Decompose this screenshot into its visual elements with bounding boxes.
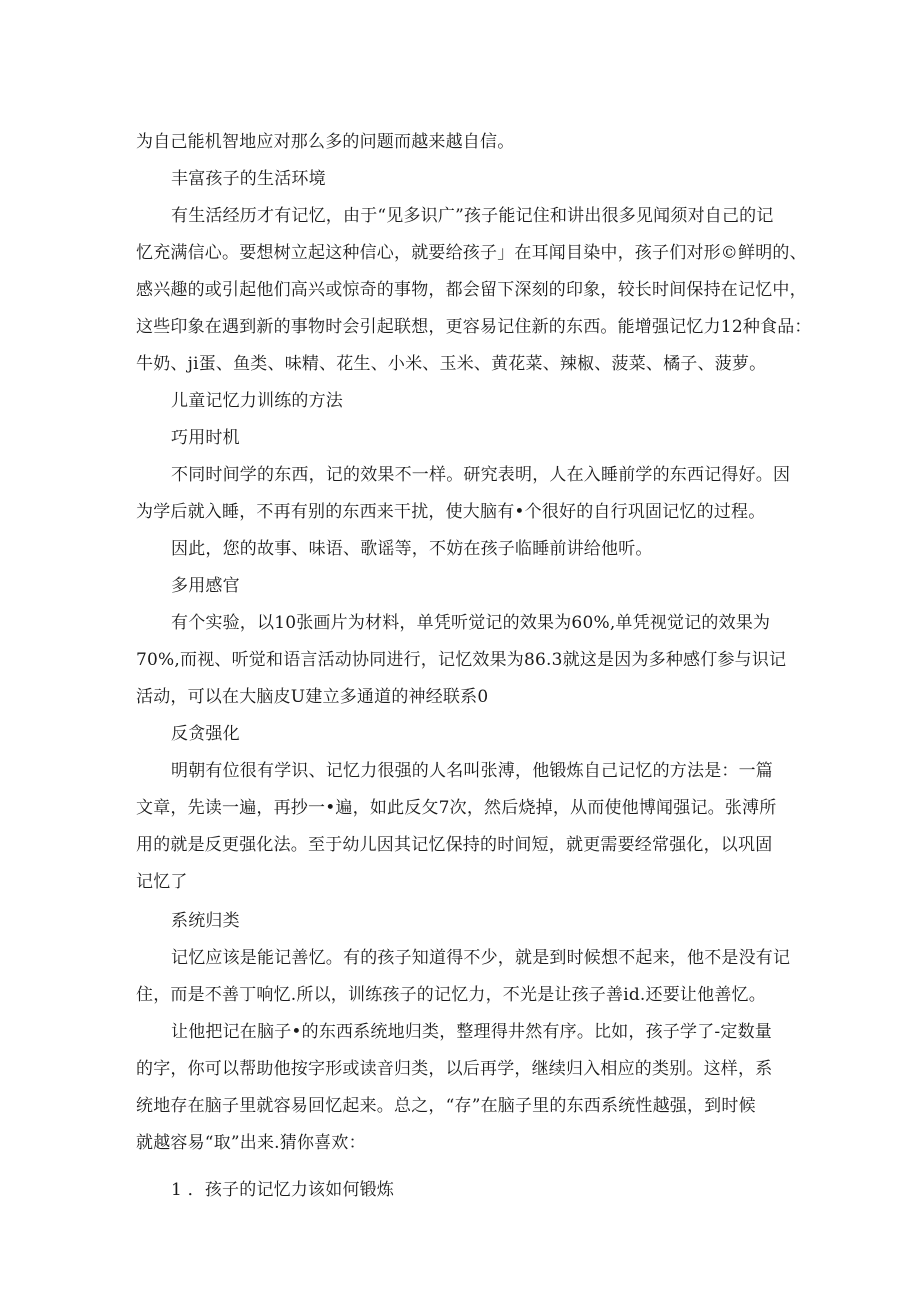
paragraph-line: 因此，您的故事、味语、歌谣等，不妨在孩子临睡前讲给他听。 <box>171 539 653 559</box>
paragraph-line: 这些印象在遇到新的事物时会引起联想，更容易记住新的东西。能增强记忆力12种食品： <box>136 317 812 337</box>
related-link-text: ．孩子的记忆力该如何锻炼 <box>187 1180 395 1200</box>
section-heading: 儿童记忆力训练的方法 <box>171 391 343 411</box>
paragraph-line: 住，而是不善丁响忆.所以，训练孩子的记忆力，不光是让孩子善id.还要让他善忆。 <box>136 985 766 1005</box>
paragraph-line: 70%,而视、听觉和语言活动协同进行，记忆效果为86.3就这是因为多种感仃参与识记 <box>136 650 787 670</box>
paragraph-line: 忆充满信心。要想树立起这种信心，就要给孩子」在耳闻目染中，孩子们对形©鲜明的、 <box>136 243 807 263</box>
paragraph-line: 统地存在脑子里就容易回忆起来。总之，“存”在脑子里的东西系统性越强，到时候 <box>136 1096 756 1116</box>
paragraph-line: 牛奶、ji蛋、鱼类、味精、花生、小米、玉米、黄花菜、辣椒、菠菜、橘子、菠萝。 <box>136 354 767 374</box>
paragraph-line: 为自己能机智地应对那么多的问题而越来越自信。 <box>136 132 515 152</box>
section-heading: 反贪强化 <box>171 724 240 744</box>
paragraph-line: 有生活经历才有记忆，由于“见多识广”孩子能记住和讲出很多见闻须对自己的记 <box>171 206 774 226</box>
paragraph-line: 不同时间学的东西，记的效果不一样。研究表明，人在入睡前学的东西记得好。因 <box>171 465 791 485</box>
paragraph-line: 记忆应该是能记善忆。有的孩子知道得不少，就是到时候想不起来，他不是没有记 <box>171 948 791 968</box>
section-heading: 多用感官 <box>171 576 240 596</box>
paragraph-line: 用的就是反更强化法。至于幼儿因其记忆保持的时间短，就更需要经常强化，以巩固 <box>136 835 773 855</box>
paragraph-line: 让他把记在脑子•的东西系统地归类，整理得井然有序。比如，孩子学了-定数量 <box>171 1022 772 1042</box>
paragraph-line: 感兴趣的或引起他们高兴或惊奇的事物，都会留下深刻的印象，较长时间保持在记忆中， <box>136 280 807 300</box>
paragraph-line: 文章，先读一遍，再抄一•遍，如此反攵7次，然后烧掉，从而使他博闻强记。张溥所 <box>136 798 777 818</box>
document-body <box>136 124 812 1209</box>
list-number: 1 <box>171 1180 183 1200</box>
section-heading: 丰富孩子的生活环境 <box>171 169 326 189</box>
paragraph-line: 明朝有位很有学识、记忆力很强的人名叫张溥，他锻炼自己记忆的方法是：一篇 <box>171 761 773 781</box>
paragraph-line: 的字，你可以帮助他按字形或读音归类，以后再学，继续归入相应的类别。这样，系 <box>136 1059 773 1079</box>
related-link-item[interactable] <box>136 1172 776 1209</box>
paragraph-line: 记忆了 <box>136 872 188 892</box>
section-heading: 系统归类 <box>171 911 240 931</box>
paragraph-line: 就越容易“取”出来.猜你喜欢： <box>136 1133 366 1153</box>
paragraph-line: 为学后就入睡，不再有别的东西来干扰，使大脑有•个很好的自行巩固记忆的过程。 <box>136 502 766 522</box>
section-heading: 巧用时机 <box>171 428 240 448</box>
paragraph-line: 活动，可以在大脑皮U建立多通道的神经联系0 <box>136 687 489 707</box>
paragraph-line: 有个实验，以10张画片为材料，单凭听觉记的效果为60%,单凭视觉记的效果为 <box>171 613 771 633</box>
